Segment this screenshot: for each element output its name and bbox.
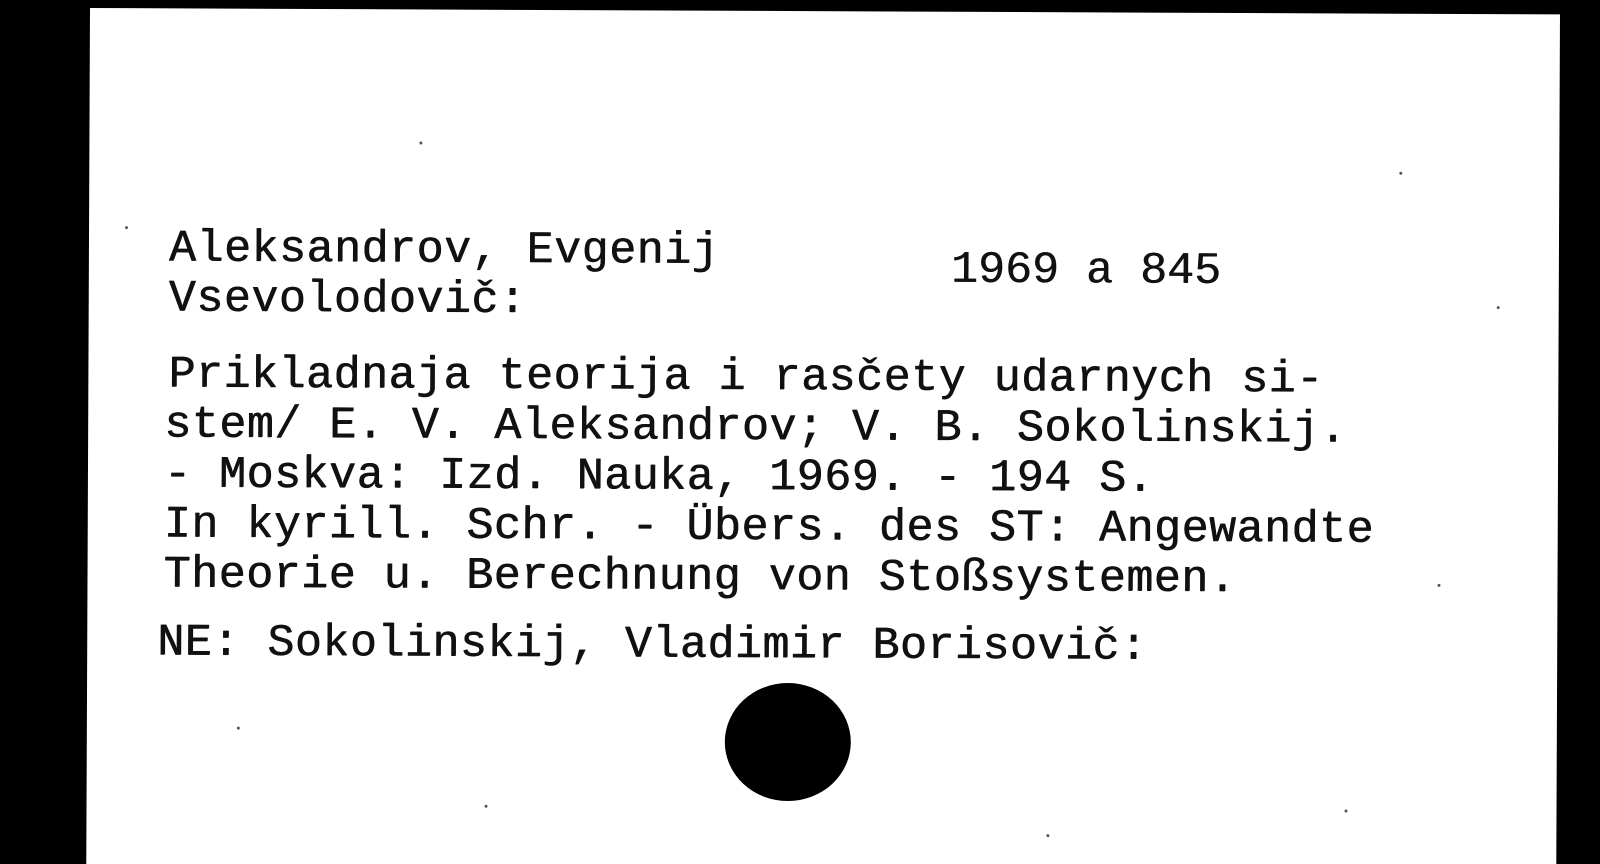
added-entry: NE: Sokolinskij, Vladimir Borisovič:	[157, 617, 1148, 673]
speck	[1345, 809, 1348, 812]
speck	[1046, 834, 1049, 837]
body-line-2: stem/ E. V. Aleksandrov; V. B. Sokolinskij.	[164, 399, 1347, 456]
speck	[485, 805, 488, 808]
body-line-1: Prikladnaja teorija i rasčety udarnych si-	[168, 349, 1324, 406]
author-line-2: Vsevolodovič:	[168, 273, 527, 326]
body-line-3: - Moskva: Izd. Nauka, 1969. - 194 S.	[163, 449, 1155, 505]
speck	[1497, 306, 1500, 309]
catalog-card	[86, 8, 1560, 864]
speck	[1399, 172, 1402, 175]
author-line-1: Aleksandrov, Evgenij	[168, 223, 720, 277]
speck	[237, 727, 240, 730]
speck	[1437, 584, 1440, 587]
body-line-4: In kyrill. Schr. - Übers. des ST: Angewandte	[163, 499, 1375, 556]
call-number: 1969 a 845	[950, 244, 1222, 297]
punch-hole	[725, 683, 852, 802]
speck	[419, 141, 422, 144]
speck	[125, 226, 128, 229]
body-line-5: Theorie u. Berechnung von Stoßsystemen.	[163, 549, 1237, 606]
